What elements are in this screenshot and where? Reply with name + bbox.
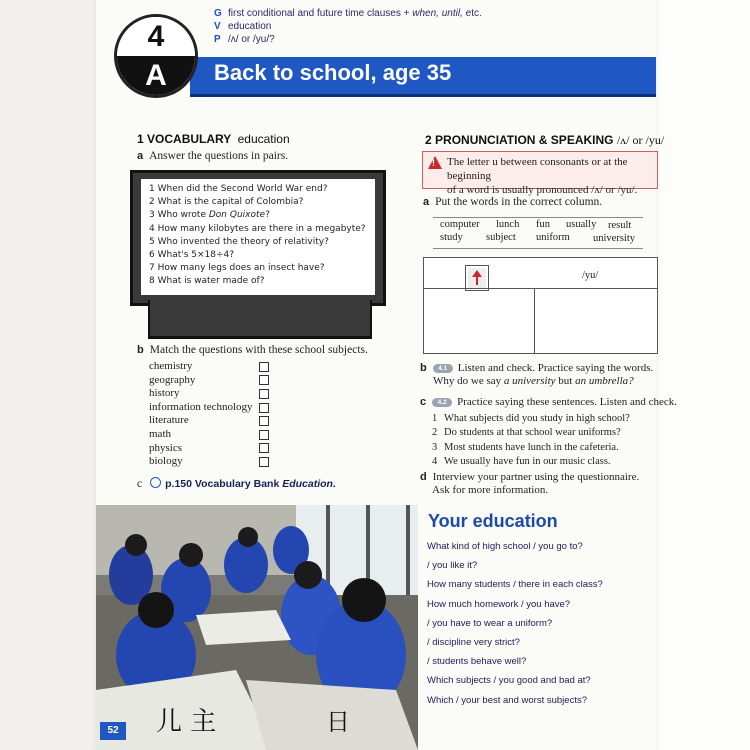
grammar-etc: etc. [465, 8, 482, 19]
lesson-number: 4 [117, 17, 195, 56]
svg-text:日: 日 [326, 708, 350, 736]
word: lunch [496, 219, 520, 230]
questionnaire-item: / discipline very strict? [427, 637, 520, 649]
title-banner [190, 57, 656, 97]
word: university [593, 233, 635, 244]
left-margin [0, 0, 96, 750]
subject-row: literature [149, 414, 269, 428]
exercise-2c: c 4.2 Practice saying these sentences. Listen and check. [420, 396, 678, 408]
svg-text:儿 主: 儿 主 [156, 707, 217, 737]
checkbox[interactable] [259, 443, 269, 453]
word: subject [486, 232, 516, 243]
question-3: 3 Who wrote Don Quixote? [149, 210, 270, 221]
lesson-objectives [214, 7, 482, 46]
vocab-text: education [228, 21, 272, 32]
word: computer [440, 219, 480, 230]
question-list [141, 179, 375, 295]
checkbox[interactable] [259, 457, 269, 467]
sentence: 2 Do students at that school wear uniforms? [432, 427, 621, 439]
exercise-2b: b 4.1 Listen and check. Practice saying the words. Why do we say a university but an umbrella? [420, 362, 654, 387]
checkbox[interactable] [259, 403, 269, 413]
questionnaire-item: Which subjects / you good and bad at? [427, 675, 591, 687]
word: result [608, 220, 632, 231]
exercise-1a: a Answer the questions in pairs. [137, 150, 289, 162]
checkbox[interactable] [259, 430, 269, 440]
question-7: 7 How many legs does an insect have? [149, 263, 325, 274]
question-8: 8 What is water made of? [149, 276, 265, 287]
sentence: 1 What subjects did you study in high school? [432, 413, 630, 424]
sound-icon[interactable]: 4.2 [432, 398, 452, 407]
subject-list [149, 360, 269, 469]
grammar-words: when, until, [412, 8, 463, 19]
questionnaire-item: How many students / there in each class? [427, 579, 603, 591]
questionnaire-item: / you like it? [427, 560, 478, 572]
word: usually [566, 219, 597, 230]
vocab-letter: V [214, 21, 221, 32]
questionnaire-item: How much homework / you have? [427, 598, 571, 610]
yu-column-header: /yu/ [582, 270, 599, 281]
sentence: 3 Most students have lunch in the cafeteria. [432, 441, 619, 453]
subject-row: chemistry [149, 360, 269, 374]
subject-row: information technology [149, 401, 269, 415]
questionnaire-title: Your education [428, 511, 558, 531]
page-number: 52 [100, 722, 126, 740]
question-2: 2 What is the capital of Colombia? [149, 197, 304, 208]
questionnaire-item: / you have to wear a uniform? [427, 617, 553, 629]
subject-row: biology [149, 455, 269, 469]
question-4: 4 How many kilobytes are there in a megabyte? [149, 223, 366, 234]
subject-row: math [149, 428, 269, 442]
questionnaire-list [427, 537, 603, 710]
checkbox[interactable] [259, 375, 269, 385]
sentence-list [432, 412, 630, 470]
exercise-2d: d Interview your partner using the questionnaire. Ask for more information. [420, 471, 640, 496]
pron-objective [214, 33, 482, 46]
sound-table [423, 257, 658, 354]
word: uniform [536, 232, 570, 243]
pronunciation-tip: ! The letter u between consonants or at the beginning of a word is usually pronounced /ʌ/ or /yu/. [422, 151, 658, 189]
sound-icon[interactable]: 4.1 [433, 364, 453, 373]
pronunciation-heading: 2 PRONUNCIATION & SPEAKING /ʌ/ or /yu/ [425, 133, 665, 147]
classroom-illustration [96, 505, 418, 750]
word: fun [536, 219, 550, 230]
tip-text: The letter u between consonants or at the beginning of a word is usually pronounced /ʌ/ or /yu/. [447, 156, 638, 196]
blackboard-stand [148, 300, 372, 339]
question-5: 5 Who invented the theory of relativity? [149, 236, 329, 247]
checkbox[interactable] [259, 362, 269, 372]
questionnaire-item: Which / your best and worst subjects? [427, 694, 587, 706]
pron-text: /ʌ/ or /yu/? [228, 34, 275, 45]
exercise-1b: b Match the questions with these school subjects. [137, 344, 368, 356]
subject-row: physics [149, 442, 269, 456]
word-box [433, 217, 643, 249]
vocab-objective [214, 20, 482, 33]
questionnaire-item: What kind of high school / you go to? [427, 541, 583, 552]
checkbox[interactable] [259, 389, 269, 399]
question-1: 1 When did the Second World War end? [149, 184, 328, 194]
sentence: 4 We usually have fun in our music class. [432, 456, 611, 468]
grammar-text: first conditional and future time clauses + [228, 8, 410, 19]
lesson-badge [114, 14, 198, 98]
question-6: 6 What's 5×18÷4? [149, 250, 235, 261]
checkbox[interactable] [259, 416, 269, 426]
subject-row: history [149, 387, 269, 401]
questionnaire-item: / students behave well? [427, 656, 527, 668]
classroom-photo [96, 505, 418, 750]
word: study [440, 232, 463, 243]
arrow-link-icon [150, 477, 161, 488]
grammar-letter: G [214, 8, 222, 19]
exercise-2a: a Put the words in the correct column. [423, 196, 603, 208]
warning-icon [428, 156, 442, 169]
lesson-letter: A [117, 56, 195, 95]
pron-letter: P [214, 34, 221, 45]
grammar-objective [214, 7, 482, 20]
blackboard [130, 170, 386, 306]
lesson-title: Back to school, age 35 [214, 60, 452, 85]
vocab-bank-link[interactable]: c p.150 Vocabulary Bank Education. [137, 478, 336, 490]
vocabulary-heading: 1 VOCABULARY education [137, 132, 290, 146]
subject-row: geography [149, 374, 269, 388]
